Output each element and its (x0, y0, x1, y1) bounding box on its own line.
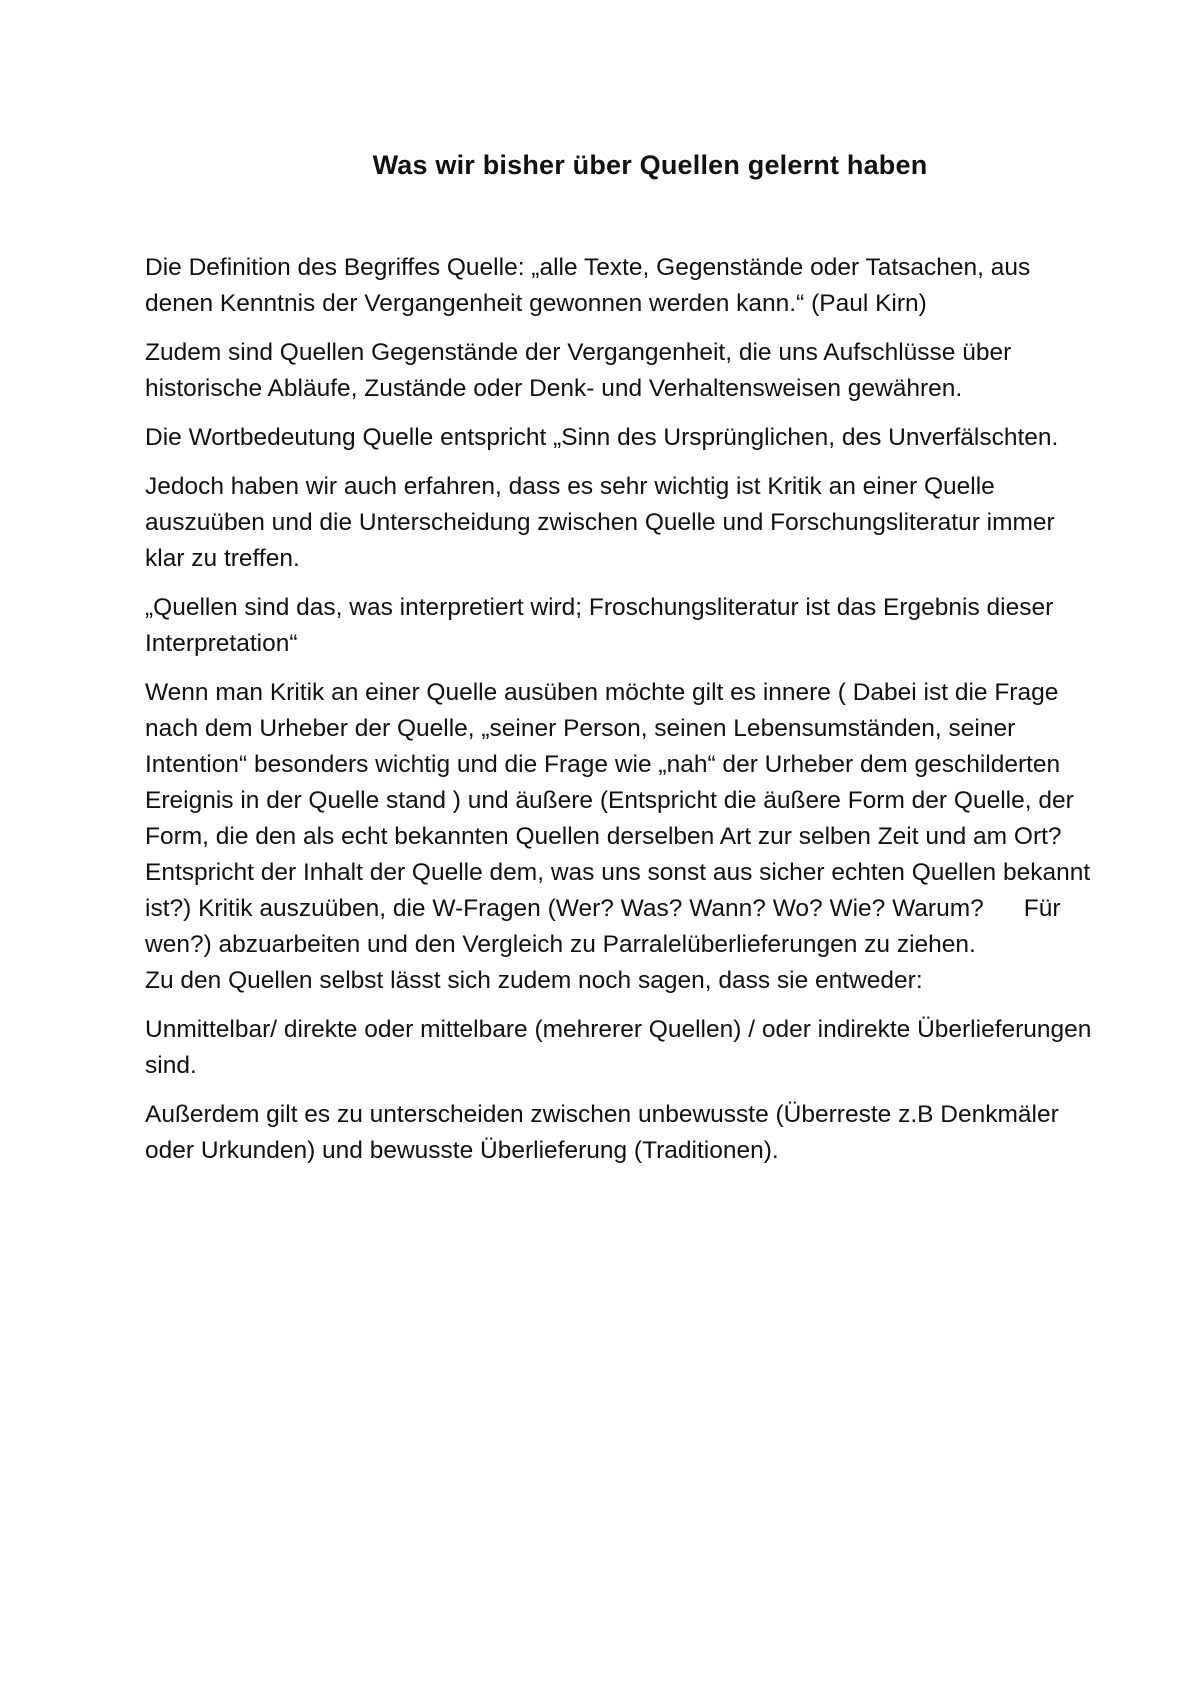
document-title: Was wir bisher über Quellen gelernt haben (372, 150, 928, 180)
paragraph-entweder: Zu den Quellen selbst lässt sich zudem noch sagen, dass sie entweder: (145, 967, 923, 994)
paragraph-unbewusst: Außerdem gilt es zu unterscheiden zwischen unbewusste (Überreste z.B Denkmäler oder Urkunden) und bewusste Überlieferung (Traditionen). (145, 1101, 1059, 1164)
paragraph-aeussere-kritik (145, 855, 1095, 963)
paragraph-ueberlieferungen: Unmittelbar/ direkte oder mittelbare (mehrerer Quellen) / oder indirekte Überlieferungen sind. (145, 1016, 1092, 1079)
paragraph-wortbedeutung: Die Wortbedeutung Quelle entspricht „Sinn des Ursprünglichen, des Unverfälschten. (145, 424, 1059, 451)
document-body (145, 250, 1095, 1182)
paragraph-innere-kritik: Wenn man Kritik an einer Quelle ausüben möchte gilt es innere ( Dabei ist die Frage nach dem Urheber der Quelle, „seiner Person, seinen Lebensumständen, seiner Intention“ besonders wichtig und die Frage wie „nah“ der Urheber dem geschilderten Ereignis in der Quelle stand ) und äußere (Entspricht die äußere Form der Quelle, der Form, die den als echt bekannten Quellen derselben Art zur selben Zeit und am Ort? (145, 679, 1074, 850)
paragraph-zudem: Zudem sind Quellen Gegenstände der Vergangenheit, die uns Aufschlüsse über historische Abläufe, Zustände oder Denk- und Verhaltensweisen gewähren. (145, 339, 1012, 402)
text-segment: Entspricht der Inhalt der Quelle dem, was uns sonst aus sicher echten Quellen bekannt ist?) Kritik auszuüben, die W-Fragen (Wer? Was? Wann? Wo? Wie? Warum? (145, 859, 1091, 922)
paragraph-definition: Die Definition des Begriffes Quelle: „alle Texte, Gegenstände oder Tatsachen, aus denen Kenntnis der Vergangenheit gewonnen werden kann.“ (Paul Kirn) (145, 254, 1031, 317)
paragraph-zitat: „Quellen sind das, was interpretiert wird; Froschungsliteratur ist das Ergebnis dieser Interpretation“ (145, 594, 1054, 657)
text-segment: Für wen?) abzuarbeiten und den Vergleich zu Parralelüberlieferungen zu ziehen. (145, 895, 1061, 958)
paragraph-kritik: Jedoch haben wir auch erfahren, dass es sehr wichtig ist Kritik an einer Quelle auszuüben und die Unterscheidung zwischen Quelle und Forschungsliteratur immer klar zu treffen. (145, 473, 1055, 572)
